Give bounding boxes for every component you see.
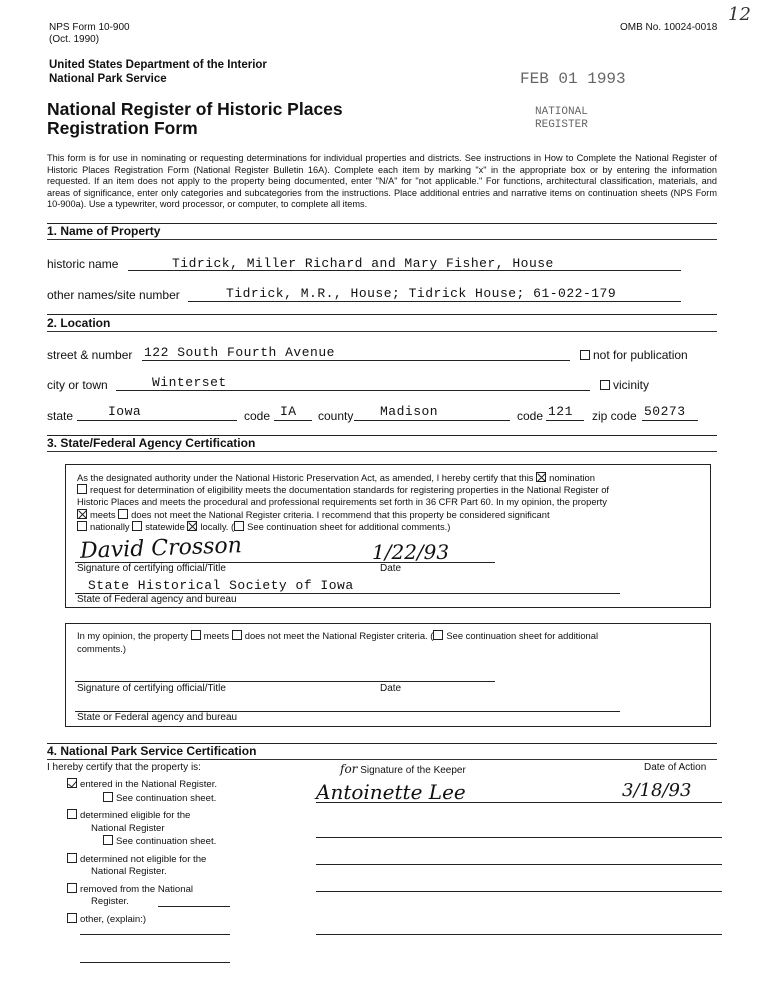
county-code-label: code: [517, 409, 544, 423]
city-line: [116, 390, 590, 391]
certifying-signature: David Crosson: [79, 533, 243, 564]
eligible-label-1: determined eligible for the: [80, 810, 191, 821]
action-date-value: 3/18/93: [622, 780, 692, 801]
received-stamp: [535, 106, 588, 132]
eligible-continuation-checkbox[interactable]: [103, 835, 113, 845]
section-4-title: 4. National Park Service Certification: [47, 744, 257, 758]
zip-line: [642, 420, 698, 421]
eligible-label-2: National Register: [91, 822, 165, 834]
county-code-value: 121: [548, 404, 573, 419]
request-checkbox[interactable]: [77, 484, 87, 494]
state-label: state: [47, 409, 74, 423]
section-1-title: 1. Name of Property: [47, 224, 161, 238]
divider: [47, 314, 717, 315]
keeper-line-4: [316, 891, 722, 892]
form-number: NPS Form 10-900: [49, 22, 130, 33]
certifying-date-value: 1/22/93: [372, 540, 450, 564]
not-eligible-label-2: National Register.: [91, 866, 167, 877]
keeper-line-3: [316, 864, 722, 865]
keeper-label-row: [340, 762, 466, 776]
state-code-label: code: [244, 409, 271, 423]
entered-checkbox[interactable]: [67, 778, 77, 788]
street-label: street & number: [47, 348, 133, 362]
opinion-not-label: does not meet the National Register criteria. (: [244, 630, 434, 641]
entered-continuation-label: See continuation sheet.: [116, 792, 217, 804]
removed-checkbox[interactable]: [67, 883, 77, 893]
form-number-block: [49, 22, 130, 46]
keeper-prefix: for: [340, 762, 358, 776]
state-line: [77, 420, 237, 421]
cert-line-b: request for determination of eligibility meets the documentation standards for registering properties in the National Register of: [90, 484, 610, 496]
nomination-checkbox[interactable]: [536, 472, 546, 482]
county-label: county: [318, 409, 354, 423]
other-line: [158, 906, 230, 907]
continuation-label: See continuation sheet for additional comments.): [247, 520, 451, 532]
city-value: Winterset: [152, 375, 227, 390]
eligible-checkbox[interactable]: [67, 809, 77, 819]
department: United States Department of the Interior: [49, 59, 267, 71]
keeper-line-2: [316, 837, 722, 838]
locally-checkbox[interactable]: [187, 521, 197, 531]
cert-line-d: does not meet the National Register criteria. I recommend that this property be considered significant: [131, 508, 550, 520]
opinion-see-label: See continuation sheet for additional: [446, 630, 599, 641]
meets-label: meets: [90, 508, 116, 520]
divider: [47, 759, 717, 760]
street-line: [142, 360, 570, 361]
entered-label: entered in the National Register.: [80, 779, 218, 790]
county-line: [354, 420, 510, 421]
date-2-label: Date: [380, 683, 402, 694]
section-2-title: 2. Location: [47, 316, 111, 330]
street-value: 122 South Fourth Avenue: [144, 345, 335, 360]
title-line-2: Registration Form: [47, 118, 198, 138]
certify-statement: I hereby certify that the property is:: [47, 762, 201, 773]
opinion-text: [77, 630, 703, 655]
city-label: city or town: [47, 378, 108, 392]
stamp-line-2: REGISTER: [535, 119, 588, 131]
other-names-line: [188, 301, 681, 302]
keeper-line-1: [316, 802, 722, 803]
statewide-label: statewide: [145, 520, 185, 532]
not-for-publication: [580, 348, 688, 362]
eligible-continuation-label: See continuation sheet.: [116, 836, 217, 847]
opinion-continuation-checkbox[interactable]: [433, 630, 443, 640]
date-label: Date: [380, 563, 402, 574]
meets-checkbox[interactable]: [77, 509, 87, 519]
locally-label: locally. (: [200, 520, 235, 532]
removed-label-1: removed from the National: [80, 883, 194, 895]
statewide-checkbox[interactable]: [132, 521, 142, 531]
title-line-1: National Register of Historic Places: [47, 99, 343, 119]
opinion-not-meet-checkbox[interactable]: [232, 630, 242, 640]
not-eligible-checkbox[interactable]: [67, 853, 77, 863]
signature-label: Signature of certifying official/Title: [77, 563, 226, 574]
omb-number: OMB No. 10024-0018: [620, 22, 718, 33]
service: National Park Service: [49, 73, 167, 85]
nationally-checkbox[interactable]: [77, 521, 87, 531]
opinion-meets-label: meets: [203, 630, 230, 641]
opinion-meets-checkbox[interactable]: [191, 630, 201, 640]
county-value: Madison: [380, 404, 439, 419]
vicinity-checkbox[interactable]: [600, 380, 610, 390]
other-checkbox[interactable]: [67, 913, 77, 923]
cert-line-c: Historic Places and meets the procedural and professional requirements set forth in 36 CFR Part 60. In my opinion, the property: [77, 496, 607, 508]
instructions-paragraph: This form is for use in nominating or requesting determinations for individual properties and districts. See instructions in How to Complete the National Register of Historic Places Registration Form (National Register Bulletin 16A). Complete each item by marking "x" in the appropriate box or by entering the information requested. If an item does not apply to the property being documented, enter "N/A" for "not applicable." For functions, architectural classification, materials, and areas of significance, enter only categories and subcategories from the instructions. Place additional entries and narrative items on continuation sheets (NPS Form 10-900a). Use a typewriter, word processor, or computer, to complete all items.: [47, 153, 717, 209]
removed-label-2: Register.: [91, 896, 129, 907]
cert-line-a: As the designated authority under the National Historic Preservation Act, as amended, I hereby certify that this: [77, 472, 534, 483]
zip-value: 50273: [644, 404, 686, 419]
explain-line-1: [80, 934, 230, 935]
opinion-line-a: In my opinion, the property: [77, 630, 188, 641]
historic-name-label: historic name: [47, 257, 119, 271]
signature-2-line: [75, 681, 495, 682]
other-names-label: other names/site number: [47, 288, 180, 302]
does-not-meet-checkbox[interactable]: [118, 509, 128, 519]
explain-line-2: [80, 962, 230, 963]
agency-value: State Historical Society of Iowa: [88, 578, 354, 593]
certification-text: [77, 472, 703, 533]
stamp-line-1: NATIONAL: [535, 106, 588, 118]
not-for-publication-checkbox[interactable]: [580, 350, 590, 360]
entered-continuation-checkbox[interactable]: [103, 792, 113, 802]
opinion-comments: comments.): [77, 642, 126, 654]
historic-name-value: Tidrick, Miller Richard and Mary Fisher, House: [172, 256, 554, 271]
not-for-publication-label: not for publication: [593, 348, 688, 362]
agency-header: [49, 58, 267, 86]
not-eligible-label-1: determined not eligible for the: [80, 853, 207, 865]
state-code-line: [274, 420, 312, 421]
keeper-signature: Antoinette Lee: [316, 780, 466, 804]
state-code-value: IA: [280, 404, 297, 419]
vicinity-label: vicinity: [613, 378, 650, 392]
zip-label: zip code: [592, 409, 637, 423]
divider: [47, 451, 717, 452]
keeper-options: [67, 778, 217, 926]
other-label: other, (explain:): [80, 913, 147, 925]
page-title: [47, 100, 343, 138]
vicinity: [600, 378, 649, 392]
keeper-line-5: [316, 934, 722, 935]
corner-mark: 12: [728, 4, 751, 25]
section-3-title: 3. State/Federal Agency Certification: [47, 436, 256, 450]
nomination-label: nomination: [549, 472, 595, 483]
other-names-value: Tidrick, M.R., House; Tidrick House; 61-022-179: [226, 286, 617, 301]
agency-2-label: State or Federal agency and bureau: [77, 712, 238, 723]
continuation-checkbox[interactable]: [234, 521, 244, 531]
state-value: Iowa: [108, 404, 142, 419]
form-date: (Oct. 1990): [49, 34, 100, 45]
county-code-line: [546, 420, 584, 421]
keeper-label: Signature of the Keeper: [360, 765, 466, 776]
signature-2-label: Signature of certifying official/Title: [77, 683, 226, 694]
nationally-label: nationally: [90, 520, 130, 532]
agency-label: State of Federal agency and bureau: [77, 594, 237, 605]
divider: [47, 331, 717, 332]
action-date-label: Date of Action: [644, 762, 707, 773]
received-stamp-date: FEB 01 1993: [520, 70, 626, 88]
divider: [47, 239, 717, 240]
